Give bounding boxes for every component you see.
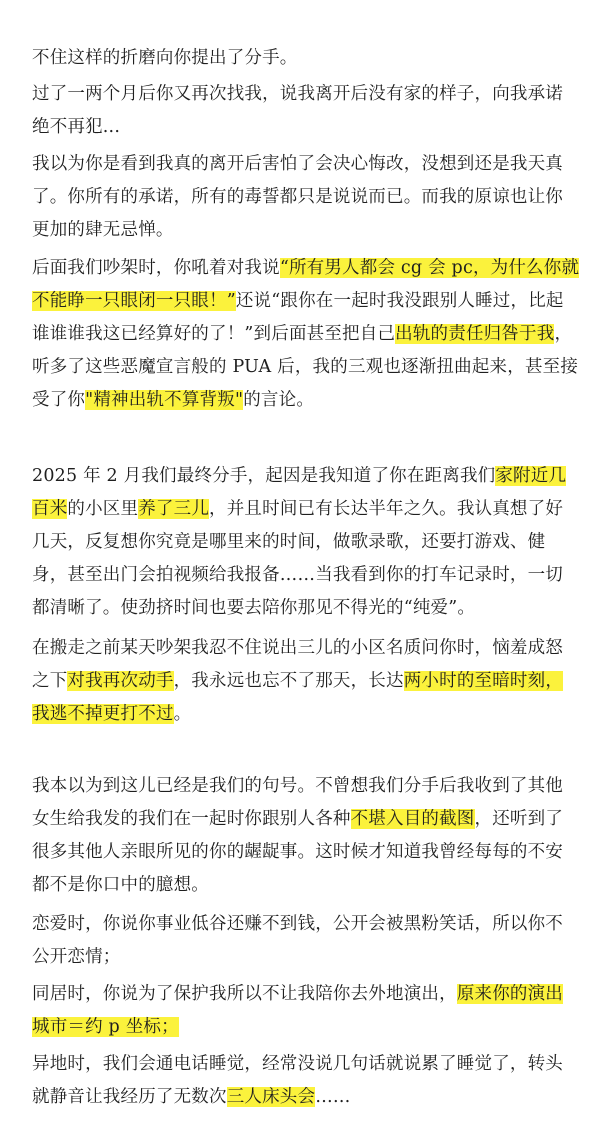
highlighted-text: 不堪入目的截图 bbox=[350, 809, 475, 829]
paragraph bbox=[32, 460, 580, 625]
paragraph bbox=[32, 908, 580, 974]
highlighted-text: 对我再次动手 bbox=[67, 671, 174, 691]
highlighted-text: 家附近几百米 bbox=[32, 466, 567, 519]
text-segment: 异地时，我们会通电话睡觉，经常没说几句话就说累了睡觉了，转头就静音让我经历了无数次 bbox=[32, 1054, 563, 1107]
paragraph bbox=[32, 632, 580, 731]
text-segment: ，还听到了很多其他人亲眼所见的你的龌龊事。这时候才知道我曾经每每的不安都不是你口中的臆想。 bbox=[32, 809, 564, 895]
highlighted-text: 原来你的演出城市＝约 p 坐标； bbox=[32, 984, 564, 1037]
highlighted-text: "精神出轨不算背叛" bbox=[85, 390, 244, 410]
text-segment: 不住这样的折磨向你提出了分手。 bbox=[32, 48, 298, 68]
text-segment: 2025 年 2 月我们最终分手，起因是我知道了你在距离我们 bbox=[32, 466, 496, 486]
text-segment: 还说“跟你在一起时我没跟别人睡过，比起谁谁谁我这已经算好的了！”到后面甚至把自己 bbox=[32, 291, 564, 344]
text-segment: 同居时，你说为了保护我所以不让我陪你去外地演出， bbox=[32, 984, 457, 1004]
text-segment: 的小区里 bbox=[67, 499, 139, 519]
highlighted-text: “所有男人都会 cg 会 pc，为什么你就不能睁一只眼闭一只眼！” bbox=[32, 258, 580, 311]
paragraph bbox=[32, 42, 580, 75]
text-segment: 我本以为到这儿已经是我们的句号。不曾想我们分手后我收到了其他女生给我发的我们在一起时你跟别人各种 bbox=[32, 776, 563, 829]
text-segment: …… bbox=[315, 1087, 351, 1107]
highlighted-text: 养了三儿 bbox=[138, 499, 210, 519]
paragraph bbox=[32, 252, 580, 417]
highlighted-text: 出轨的责任归咎于我 bbox=[395, 324, 555, 344]
text-segment: 我以为你是看到我真的离开后害怕了会决心悔改，没想到还是我天真了。你所有的承诺，所有的毒誓都只是说说而已。而我的原谅也让你更加的肆无忌惮。 bbox=[32, 154, 563, 240]
text-segment: 恋爱时，你说你事业低谷还赚不到钱，公开会被黑粉笑话，所以你不公开恋情； bbox=[32, 914, 563, 967]
text-segment: ，我永远也忘不了那天，长达 bbox=[173, 671, 404, 691]
text-segment: 后面我们吵架时，你吼着对我说 bbox=[32, 258, 280, 278]
text-segment: ，并且时间已有长达半年之久。我认真想了好几天，反复想你究竟是哪里来的时间，做歌录歌，还要打游戏、健身，甚至出门会拍视频给我报备……当我看到你的打车记录时，一切都清晰了。使劲挤时间也要去陪你那见不得光的“纯爱”。 bbox=[32, 499, 564, 618]
highlighted-text: 三人床头会 bbox=[226, 1087, 316, 1107]
paragraph bbox=[32, 978, 580, 1044]
text-segment: 在搬走之前某天吵架我忍不住说出三儿的小区名质问你时，恼羞成怒之下 bbox=[32, 638, 563, 691]
text-segment: 的言论。 bbox=[243, 390, 315, 410]
text-segment: 。 bbox=[173, 704, 192, 724]
paragraph bbox=[32, 1048, 580, 1114]
text-segment: 过了一两个月后你又再次找我，说我离开后没有家的样子，向我承诺绝不再犯... bbox=[32, 84, 563, 137]
highlighted-text: 两小时的至暗时刻，我逃不掉更打不过 bbox=[32, 671, 564, 724]
paragraph bbox=[32, 148, 580, 247]
text-segment: ，听多了这些恶魔宣言般的 PUA 后，我的三观也逐渐扭曲起来，甚至接受了你 bbox=[32, 324, 579, 410]
paragraph bbox=[32, 78, 580, 144]
paragraph bbox=[32, 770, 580, 902]
